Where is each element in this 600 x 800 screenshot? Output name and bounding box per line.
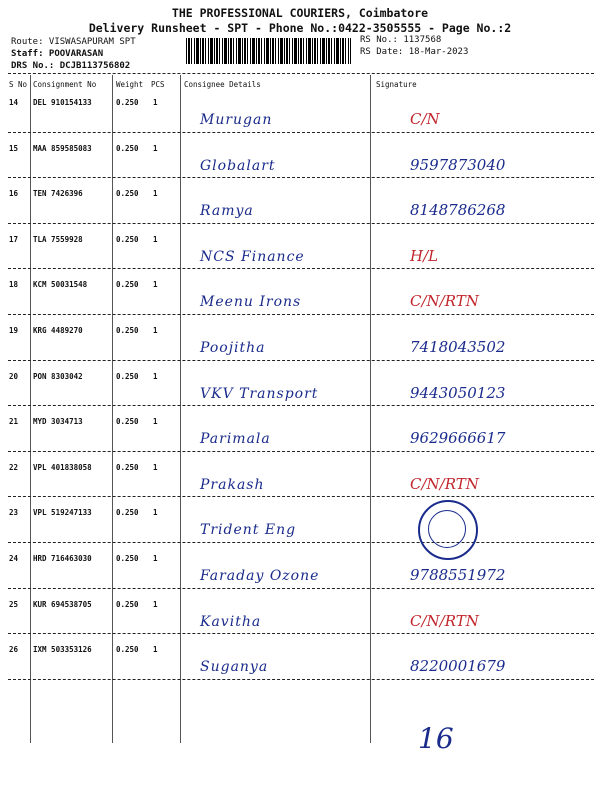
row-signature: C/N/RTN xyxy=(410,611,479,630)
row-pcs: 1 xyxy=(153,645,158,655)
header-divider xyxy=(8,73,594,74)
row-consignee: Globalart xyxy=(200,157,276,174)
row-sno: 17 xyxy=(9,234,19,244)
row-pcs: 1 xyxy=(153,326,158,335)
row-divider xyxy=(8,679,594,680)
row-sno: 23 xyxy=(9,508,19,518)
row-consignee: Faraday Ozone xyxy=(200,568,320,584)
row-sno: 24 xyxy=(9,554,19,563)
row-pcs: 1 xyxy=(153,417,158,427)
row-consignment-no: IXM 503353126 xyxy=(33,645,92,655)
row-sno: 16 xyxy=(9,189,19,199)
row-signature: 7418043502 xyxy=(410,338,506,356)
col-divider xyxy=(180,75,181,743)
row-signature: C/N xyxy=(410,110,440,128)
row-consignee: Ramya xyxy=(200,203,254,220)
row-consignment-no: MYD 3034713 xyxy=(33,417,83,427)
row-pcs: 1 xyxy=(153,508,158,518)
row-consignee: Murugan xyxy=(200,112,273,128)
row-signature: C/N/RTN xyxy=(410,292,479,311)
row-signature: 9629666617 xyxy=(410,429,506,448)
row-divider xyxy=(8,268,594,269)
company-stamp xyxy=(418,500,478,560)
row-pcs: 1 xyxy=(153,462,158,472)
row-weight: 0.250 xyxy=(116,234,139,244)
row-sno: 25 xyxy=(9,599,19,609)
row-weight: 0.250 xyxy=(116,280,139,290)
row-weight: 0.250 xyxy=(116,508,139,518)
row-pcs: 1 xyxy=(153,143,158,153)
row-signature: 8148786268 xyxy=(410,201,506,220)
rs-number: RS No.: 1137568 xyxy=(360,35,442,45)
row-weight: 0.250 xyxy=(116,371,139,381)
row-consignment-no: KCM 50031548 xyxy=(33,280,88,290)
row-weight: 0.250 xyxy=(116,599,139,609)
runsheet-subtitle: Delivery Runsheet - SPT - Phone No.:0422-3505555 - Page No.:2 xyxy=(88,21,512,35)
drs-number: DRS No.: DCJB113756802 xyxy=(11,61,131,71)
row-pcs: 1 xyxy=(153,371,158,381)
row-consignment-no: TLA 7559928 xyxy=(33,234,83,244)
row-signature: H/L xyxy=(410,246,439,265)
staff-text: Staff: POOVARASAN xyxy=(11,49,104,59)
route-staff-block xyxy=(11,36,136,72)
row-divider xyxy=(8,223,594,224)
row-pcs: 1 xyxy=(153,280,158,290)
row-consignee: Trident Eng xyxy=(200,522,297,539)
col-divider xyxy=(112,75,113,743)
row-divider xyxy=(8,405,594,406)
col-sno: S No xyxy=(9,80,28,89)
row-weight: 0.250 xyxy=(116,189,139,199)
col-consignee: Consignee Details xyxy=(184,80,261,89)
row-pcs: 1 xyxy=(153,599,158,609)
row-sno: 19 xyxy=(9,326,19,335)
row-divider xyxy=(8,542,594,543)
barcode xyxy=(186,38,351,64)
row-signature: 9788551972 xyxy=(410,566,506,584)
row-divider xyxy=(8,633,594,634)
row-consignment-no: KUR 694538705 xyxy=(33,599,92,609)
row-consignment-no: VPL 519247133 xyxy=(33,508,92,518)
route-text: Route: VISWASAPURAM SPT xyxy=(11,37,136,47)
row-sno: 15 xyxy=(9,143,19,153)
row-sno: 14 xyxy=(9,98,19,107)
row-divider xyxy=(8,360,594,361)
row-consignment-no: TEN 7426396 xyxy=(33,189,83,199)
row-signature: 9597873040 xyxy=(410,155,506,174)
row-consignee: Kavitha xyxy=(200,613,262,630)
row-consignee: Poojitha xyxy=(200,340,266,356)
row-weight: 0.250 xyxy=(116,462,139,472)
col-weight: Weight xyxy=(116,80,144,89)
row-pcs: 1 xyxy=(153,554,158,563)
row-consignment-no: MAA 859585083 xyxy=(33,143,92,153)
col-pcs: PCS xyxy=(151,80,165,89)
row-consignee: Suganya xyxy=(200,659,269,676)
col-signature: Signature xyxy=(376,80,417,89)
col-divider xyxy=(30,75,31,743)
row-sno: 18 xyxy=(9,280,19,290)
row-divider xyxy=(8,451,594,452)
row-consignment-no: DEL 910154133 xyxy=(33,98,92,107)
row-signature: C/N/RTN xyxy=(410,474,479,493)
row-weight: 0.250 xyxy=(116,326,139,335)
row-sno: 20 xyxy=(9,371,19,381)
row-signature: 9443050123 xyxy=(410,383,506,402)
row-pcs: 1 xyxy=(153,98,158,107)
row-divider xyxy=(8,314,594,315)
rs-block xyxy=(360,34,468,58)
row-consignment-no: PON 8303042 xyxy=(33,371,83,381)
row-divider xyxy=(8,177,594,178)
handwritten-page-mark: 16 xyxy=(418,722,454,755)
row-consignee: Meenu Irons xyxy=(200,294,302,311)
row-pcs: 1 xyxy=(153,189,158,199)
row-consignee: NCS Finance xyxy=(200,248,305,265)
row-consignee: Prakash xyxy=(200,476,265,493)
row-weight: 0.250 xyxy=(116,417,139,427)
row-consignment-no: KRG 4489270 xyxy=(33,326,83,335)
row-weight: 0.250 xyxy=(116,554,139,563)
row-weight: 0.250 xyxy=(116,645,139,655)
row-divider xyxy=(8,588,594,589)
row-weight: 0.250 xyxy=(116,143,139,153)
row-consignee: Parimala xyxy=(200,431,271,448)
col-divider xyxy=(370,75,371,743)
row-sno: 21 xyxy=(9,417,19,427)
row-weight: 0.250 xyxy=(116,98,139,107)
row-signature: 8220001679 xyxy=(410,657,506,676)
row-sno: 26 xyxy=(9,645,19,655)
row-consignment-no: HRD 716463030 xyxy=(33,554,92,563)
col-consignment: Consignment No xyxy=(33,80,97,89)
company-title: THE PROFESSIONAL COURIERS, Coimbatore xyxy=(171,6,429,20)
row-consignment-no: VPL 401838058 xyxy=(33,462,92,472)
row-divider xyxy=(8,496,594,497)
row-pcs: 1 xyxy=(153,234,158,244)
row-consignee: VKV Transport xyxy=(200,385,319,402)
rs-date: RS Date: 18-Mar-2023 xyxy=(360,47,469,57)
row-divider xyxy=(8,132,594,133)
row-sno: 22 xyxy=(9,462,19,472)
